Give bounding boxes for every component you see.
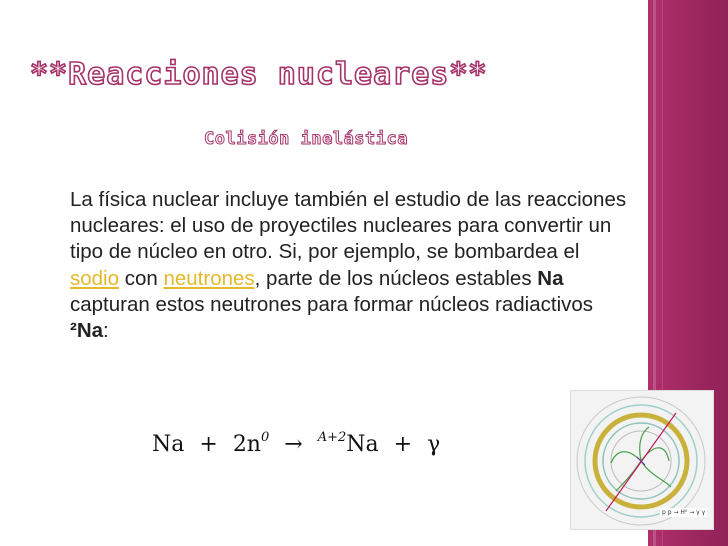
eq-product-sup: A+2 <box>317 430 347 445</box>
sodio-link[interactable]: sodio <box>70 266 120 290</box>
eq-arrow: → <box>284 432 303 457</box>
paragraph-text: La física nuclear incluye también el estudio de las reacciones nucleares: el uso de proyectiles nucleares para convertir un tipo de núcleo en otro. Si, por ejemplo, se bombardea el <box>70 188 627 264</box>
detector-caption: p p → H⁰ → γ γ <box>662 509 706 516</box>
eq-sodium: Na <box>152 432 185 457</box>
na-bold: Na <box>537 266 564 290</box>
paragraph-text: con <box>119 266 164 290</box>
eq-product: Na <box>346 432 379 457</box>
paragraph-text: , parte de los núcleos estables <box>254 266 538 290</box>
neutrones-link[interactable]: neutrones <box>163 266 255 290</box>
eq-plus: + <box>393 432 413 457</box>
na-isotope-bold: ²Na <box>70 319 104 343</box>
reaction-equation <box>152 430 440 457</box>
eq-neutron-sup: 0 <box>260 430 270 445</box>
eq-gamma: γ <box>427 432 441 457</box>
slide-subtitle: Colisión inelástica <box>204 129 408 149</box>
paragraph-text: capturan estos neutrones para formar núcleos radiactivos <box>70 292 594 316</box>
eq-plus: + <box>199 432 218 457</box>
paragraph-text: : <box>103 319 109 343</box>
body-paragraph <box>70 187 630 344</box>
slide-title: **Reacciones nucleares** <box>30 57 488 92</box>
eq-neutron: 2n <box>232 432 261 457</box>
